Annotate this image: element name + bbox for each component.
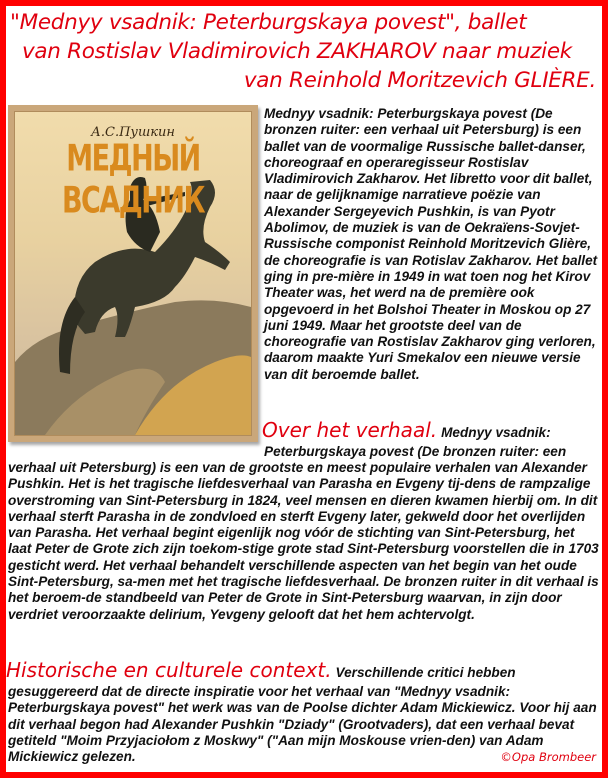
story-heading-line [262,418,551,442]
page-frame [6,6,602,772]
intro-paragraph: Mednyy vsadnik: Peterburgskaya povest (De bronzen ruiter: een verhaal uit Petersburg) is een ballet van de voormalige Russische ballet-danser, choreograaf en operaregisseur Rostislav Vladimirovich Zakharov. Het libretto voor dit ballet, naar de gelijknamige narratieve poëzie van Alexander Sergeyevich Pushkin, is van Pyotr Abolimov, de muziek is van de Oekraïens-Sovjet-Russische componist Reinhold Moritzevich Glière, de choreografie is van Rotislav Zakharov. Het ballet ging in pre-mière in 1949 in wat toen nog het Kirov Theater was, het werd na de première ook opgevoerd in het Bolshoi Theater in Moskou op 27 juni 1949. Maar het grootste deel van de choreografie van Rostislav Zakharov ging verloren, daarom maakte Yuri Smekalov een nieuwe versie van dit beroemde ballet. [264,106,598,382]
page-title [6,8,596,95]
book-cover-image [8,105,258,442]
cover-author: А.С.Пушкин [91,125,175,140]
story-heading: Over het verhaal. [262,418,438,442]
context-lead: Verschillende critici hebben [335,665,516,680]
story-first-line: Peterburgskaya povest (De bronzen ruiter: een [264,444,567,459]
title-line-2: van Rostislav Vladimirovich ZAKHAROV naar muziek [22,39,572,64]
context-heading: Historische en culturele context. [6,658,332,682]
title-line-1: "Mednyy vsadnik: Peterburgskaya povest", ballet [10,10,527,35]
cover-title: МЕДНЫЙ ВСАДНИК [61,138,205,222]
context-paragraph: gesuggereerd dat de directe inspiratie voor het verhaal van "Mednyy vsadnik: Peterburgskaya povest" het werk was van de Poolse dichter Adam Mickiewicz. Voor hij aan dit verhaal begon had Alexander Pushkin "Dziady" (Grootvaders), dat een verhaal bevat getiteld "Moim Przyjaciołom z Moskwy" ("Aan mijn Moskouse vrien-den) van Adam Mickiewicz gelezen. [8,684,597,765]
signature: ©Opa Brombeer [500,750,596,764]
story-lead: Mednyy vsadnik: [441,425,551,440]
title-line-3: van Reinhold Moritzevich GLIÈRE. [243,68,596,93]
story-paragraph: verhaal uit Petersburg) is een van de grootste en meest populaire verhalen van Alexander Pushkin. Het is het tragische liefdesverhaal van Parasha en Evgeny tij-dens de rampzalige overstroming van Sint-Petersburg in 1824, veel mensen en dieren kwamen hierbij om. In dit verhaal sterft Parasha in de zondvloed en sterft Evgeny later, gekweld door het overlijden van Parasha. Het verhaal begint eigenlijk nog vóór de stichting van Sint-Petersburg, het laat Peter de Grote zich zijn toekom-stige grote stad Sint-Petersburg voorstellen die in 1703 gesticht werd. Het verhaal behandelt verschillende aspecten van het begin van het oude Sint-Petersburg, sa-men met het tragische liefdesverhaal. De bronzen ruiter in dit verhaal is het beroem-de standbeeld van Peter de Grote in Sint-Petersburg waarvan, in zijn door verdriet veroorzaakte delirium, Yevgeny gelooft dat het hem achtervolgt. [8,460,599,622]
